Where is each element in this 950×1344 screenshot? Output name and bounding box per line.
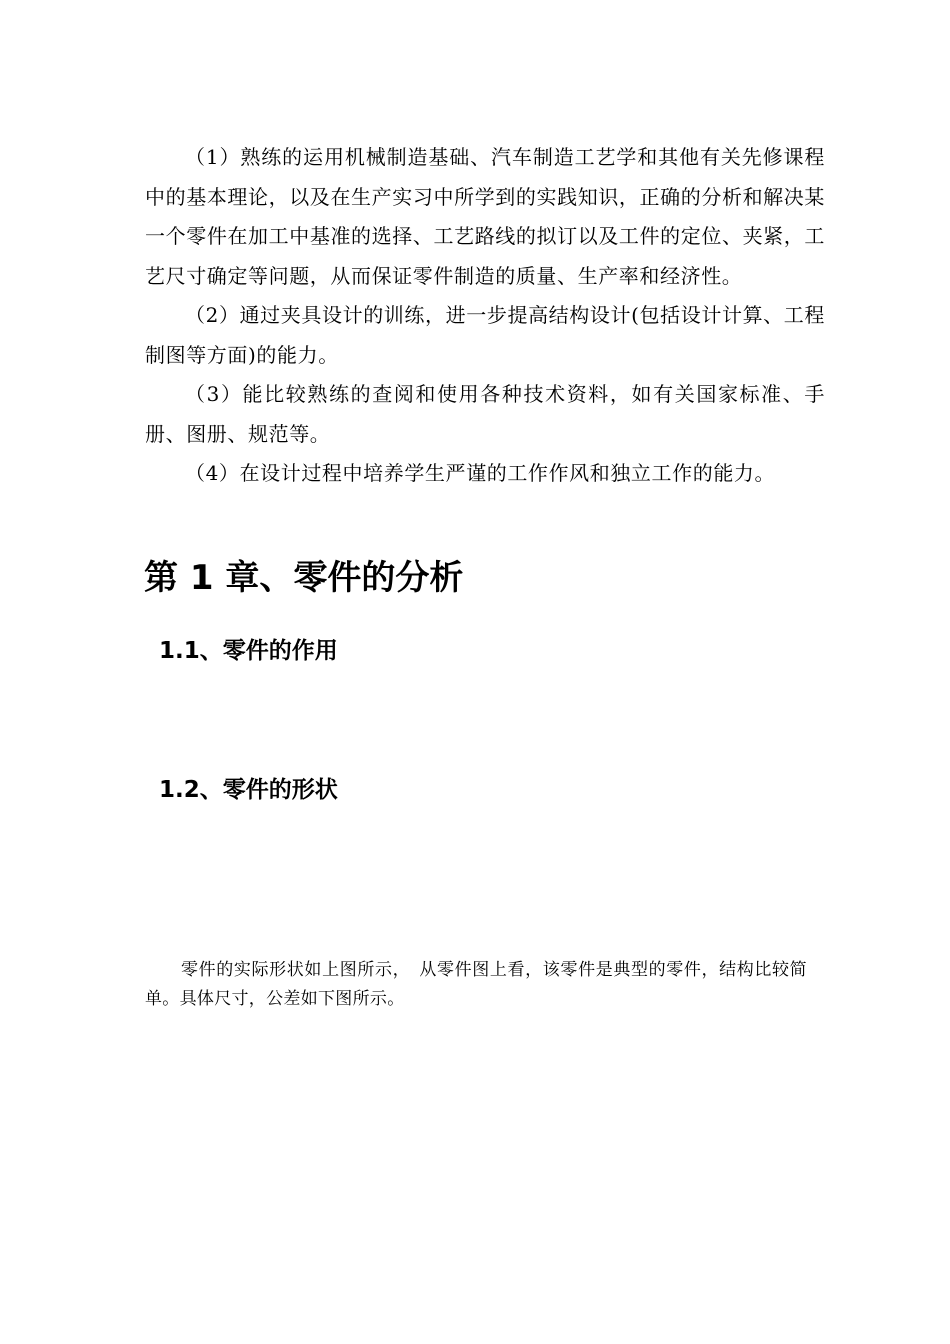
goal-paragraph-1: （1）熟练的运用机械制造基础、汽车制造工艺学和其他有关先修课程中的基本理论，以及在生产实习中所学到的实践知识，正确的分析和解决某一个零件在加工中基准的选择、工艺路线的拟订以及工件的定位、夹紧，工艺尺寸确定等问题，从而保证零件制造的质量、生产率和经济性。 (145, 145, 825, 288)
section-title-part-function: 1.1、零件的作用 (159, 638, 338, 664)
part-shape-paragraph: 零件的实际形状如上图所示， 从零件图上看，该零件是典型的零件，结构比较简单。具体尺寸，公差如下图所示。 (145, 960, 807, 1009)
chapter-title: 第 1 章、零件的分析 (144, 558, 464, 598)
design-goals-list (145, 138, 825, 494)
goal-paragraph-4: （4）在设计过程中培养学生严谨的工作作风和独立工作的能力。 (185, 461, 776, 485)
goal-paragraph-2: （2）通过夹具设计的训练，进一步提高结构设计(包括设计计算、工程制图等方面)的能力。 (145, 303, 825, 367)
section-title-part-shape: 1.2、零件的形状 (159, 777, 338, 803)
goal-paragraph-3: （3）能比较熟练的查阅和使用各种技术资料，如有关国家标准、手册、图册、规范等。 (145, 382, 825, 446)
